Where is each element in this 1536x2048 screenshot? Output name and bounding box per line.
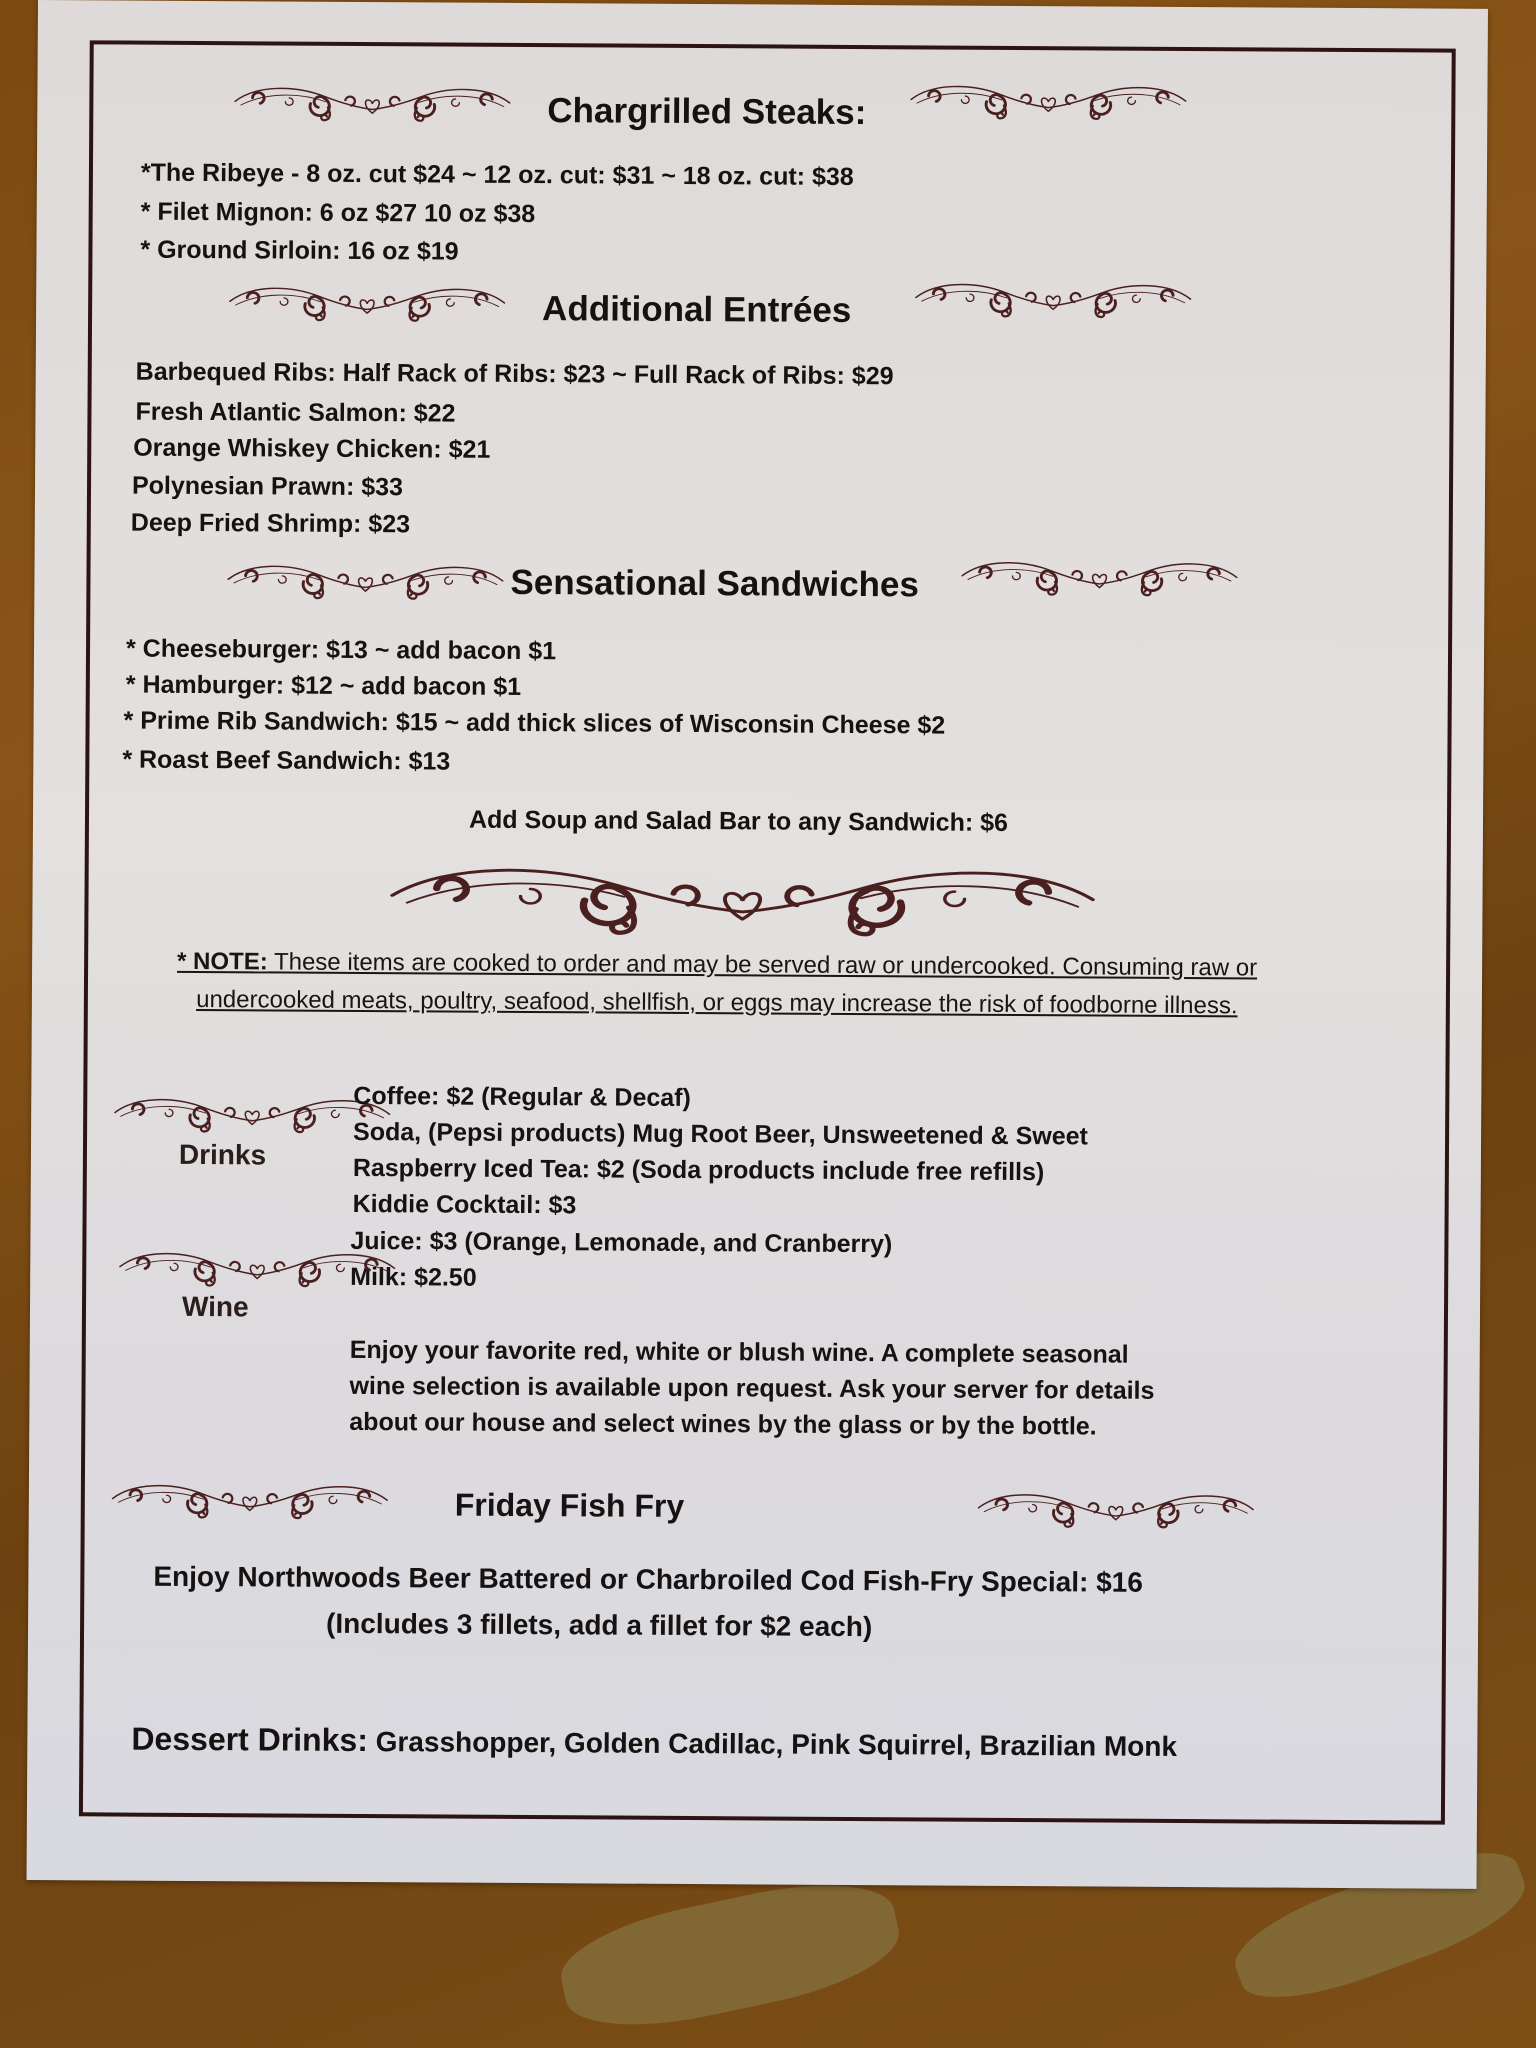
dessert-drinks-label: Dessert Drinks: bbox=[131, 1720, 369, 1759]
menu-item: Polynesian Prawn: $33 bbox=[131, 471, 404, 502]
menu-item: Deep Fried Shrimp: $23 bbox=[130, 508, 411, 539]
drink-item: Milk: $2.50 bbox=[350, 1262, 477, 1292]
flourish-ornament-icon bbox=[220, 557, 510, 605]
flourish-stroke bbox=[113, 1485, 388, 1507]
fish-fry-details: (Includes 3 fillets, add a fillet for $2 each) bbox=[325, 1607, 873, 1643]
flourish-stroke bbox=[120, 1253, 395, 1275]
sandwich-addon-text: Add Soup and Salad Bar to any Sandwich: $6 bbox=[468, 805, 1009, 837]
flourish-stroke bbox=[1179, 573, 1187, 580]
drink-item: Raspberry Iced Tea: $2 (Soda products include free refills) bbox=[352, 1153, 1045, 1187]
flourish-stroke bbox=[115, 1099, 390, 1121]
section-title-drinks: Drinks bbox=[178, 1138, 267, 1171]
flourish-ornament-icon bbox=[112, 1244, 402, 1292]
flourish-stroke bbox=[280, 298, 288, 305]
flourish-stroke bbox=[452, 99, 460, 106]
flourish-ornament-icon bbox=[971, 1486, 1261, 1534]
flourish-stroke bbox=[329, 1496, 337, 1503]
section-title-sandwiches: Sensational Sandwiches bbox=[510, 562, 920, 605]
flourish-stroke bbox=[235, 88, 510, 110]
flourish-ornament-icon bbox=[908, 275, 1198, 323]
fish-fry-special: Enjoy Northwoods Beer Battered or Charbroiled Cod Fish-Fry Special: $16 bbox=[153, 1560, 1143, 1598]
menu-item: * Ground Sirloin: 16 oz $19 bbox=[140, 235, 459, 266]
flourish-ornament-icon bbox=[227, 79, 517, 127]
flourish-stroke bbox=[165, 1109, 173, 1116]
dessert-drinks-items: Grasshopper, Golden Cadillac, Pink Squirrel, Brazilian Monk bbox=[367, 1726, 1178, 1762]
flourish-stroke bbox=[365, 100, 379, 113]
drink-item: Soda, (Pepsi products) Mug Root Beer, Unsweetened & Sweet bbox=[353, 1117, 1089, 1151]
flourish-stroke bbox=[945, 892, 965, 907]
note-label: * NOTE: bbox=[177, 947, 268, 976]
drink-item: Kiddie Cocktail: $3 bbox=[352, 1189, 577, 1220]
section-title-steaks: Chargrilled Steaks: bbox=[547, 91, 867, 133]
dessert-drinks-line bbox=[131, 1721, 1177, 1764]
flourish-ornament-icon bbox=[222, 279, 512, 327]
flourish-stroke bbox=[285, 98, 293, 105]
section-title-entrees: Additional Entrées bbox=[542, 289, 852, 330]
flourish-divider-icon bbox=[372, 852, 1113, 947]
flourish-ornament-icon bbox=[105, 1476, 395, 1524]
menu-page bbox=[27, 0, 1488, 1889]
flourish-stroke bbox=[360, 300, 374, 313]
flourish-stroke bbox=[1041, 98, 1055, 111]
section-title-fish-fry: Friday Fish Fry bbox=[454, 1486, 685, 1524]
menu-item: *The Ribeye - 8 oz. cut $24 ~ 12 oz. cut: $31 ~ 18 oz. cut: $38 bbox=[140, 158, 854, 191]
flourish-stroke bbox=[446, 299, 454, 306]
flourish-stroke bbox=[978, 1495, 1253, 1517]
flourish-stroke bbox=[170, 1263, 178, 1270]
flourish-stroke bbox=[725, 893, 760, 919]
note-line-1: These items are cooked to order and may be served raw or undercooked. Consuming raw or bbox=[267, 948, 1258, 982]
flourish-stroke bbox=[331, 1110, 339, 1117]
flourish-stroke bbox=[520, 889, 540, 904]
flourish-stroke bbox=[962, 563, 1237, 585]
flourish-stroke bbox=[230, 288, 505, 310]
flourish-stroke bbox=[278, 576, 286, 583]
menu-item: * Prime Rib Sandwich: $15 ~ add thick slices of Wisconsin Cheese $2 bbox=[123, 706, 946, 740]
flourish-stroke bbox=[1012, 572, 1020, 579]
food-safety-note bbox=[127, 943, 1307, 1026]
flourish-ornament-icon bbox=[954, 554, 1244, 602]
flourish-stroke bbox=[445, 577, 453, 584]
flourish-stroke bbox=[245, 1111, 259, 1124]
flourish-stroke bbox=[961, 96, 969, 103]
wine-description-line: wine selection is available upon request. Ask your server for details bbox=[349, 1371, 1155, 1405]
flourish-stroke bbox=[243, 1497, 257, 1510]
flourish-stroke bbox=[392, 870, 1093, 915]
flourish-stroke bbox=[1046, 296, 1060, 309]
flourish-stroke bbox=[852, 888, 902, 926]
flourish-stroke bbox=[1195, 1505, 1203, 1512]
flourish-stroke bbox=[1132, 295, 1140, 302]
drink-item: Juice: $3 (Orange, Lemonade, and Cranberry) bbox=[350, 1226, 893, 1259]
menu-item: Fresh Atlantic Salmon: $22 bbox=[135, 397, 456, 428]
flourish-stroke bbox=[228, 566, 503, 588]
note-line-2: undercooked meats, poultry, seafood, shellfish, or eggs may increase the risk of foodborne illness. bbox=[196, 985, 1238, 1020]
flourish-stroke bbox=[163, 1495, 171, 1502]
menu-item: Orange Whiskey Chicken: $21 bbox=[133, 433, 491, 464]
flourish-ornament-icon bbox=[903, 77, 1193, 125]
flourish-stroke bbox=[359, 578, 373, 591]
flourish-stroke bbox=[1128, 97, 1136, 104]
flourish-stroke bbox=[966, 294, 974, 301]
menu-item: * Filet Mignon: 6 oz $27 10 oz $38 bbox=[140, 197, 536, 229]
flourish-stroke bbox=[1029, 1504, 1037, 1511]
wine-description-line: about our house and select wines by the glass or by the bottle. bbox=[349, 1407, 1097, 1441]
flourish-stroke bbox=[916, 284, 1191, 306]
section-title-wine: Wine bbox=[181, 1290, 249, 1323]
flourish-stroke bbox=[1093, 574, 1107, 587]
drink-item: Coffee: $2 (Regular & Decaf) bbox=[353, 1081, 691, 1113]
wine-description-line: Enjoy your favorite red, white or blush wine. A complete seasonal bbox=[349, 1335, 1129, 1369]
flourish-stroke bbox=[337, 1264, 345, 1271]
flourish-stroke bbox=[1109, 1507, 1123, 1520]
menu-item: * Roast Beef Sandwich: $13 bbox=[122, 745, 451, 776]
flourish-stroke bbox=[250, 1265, 264, 1278]
wood-stain bbox=[552, 1866, 907, 2044]
menu-item: Barbequed Ribs: Half Rack of Ribs: $23 ~ Full Rack of Ribs: $29 bbox=[135, 357, 894, 391]
flourish-stroke bbox=[911, 86, 1186, 108]
menu-item: * Cheeseburger: $13 ~ add bacon $1 bbox=[125, 634, 557, 666]
menu-item: * Hamburger: $12 ~ add bacon $1 bbox=[125, 670, 522, 701]
